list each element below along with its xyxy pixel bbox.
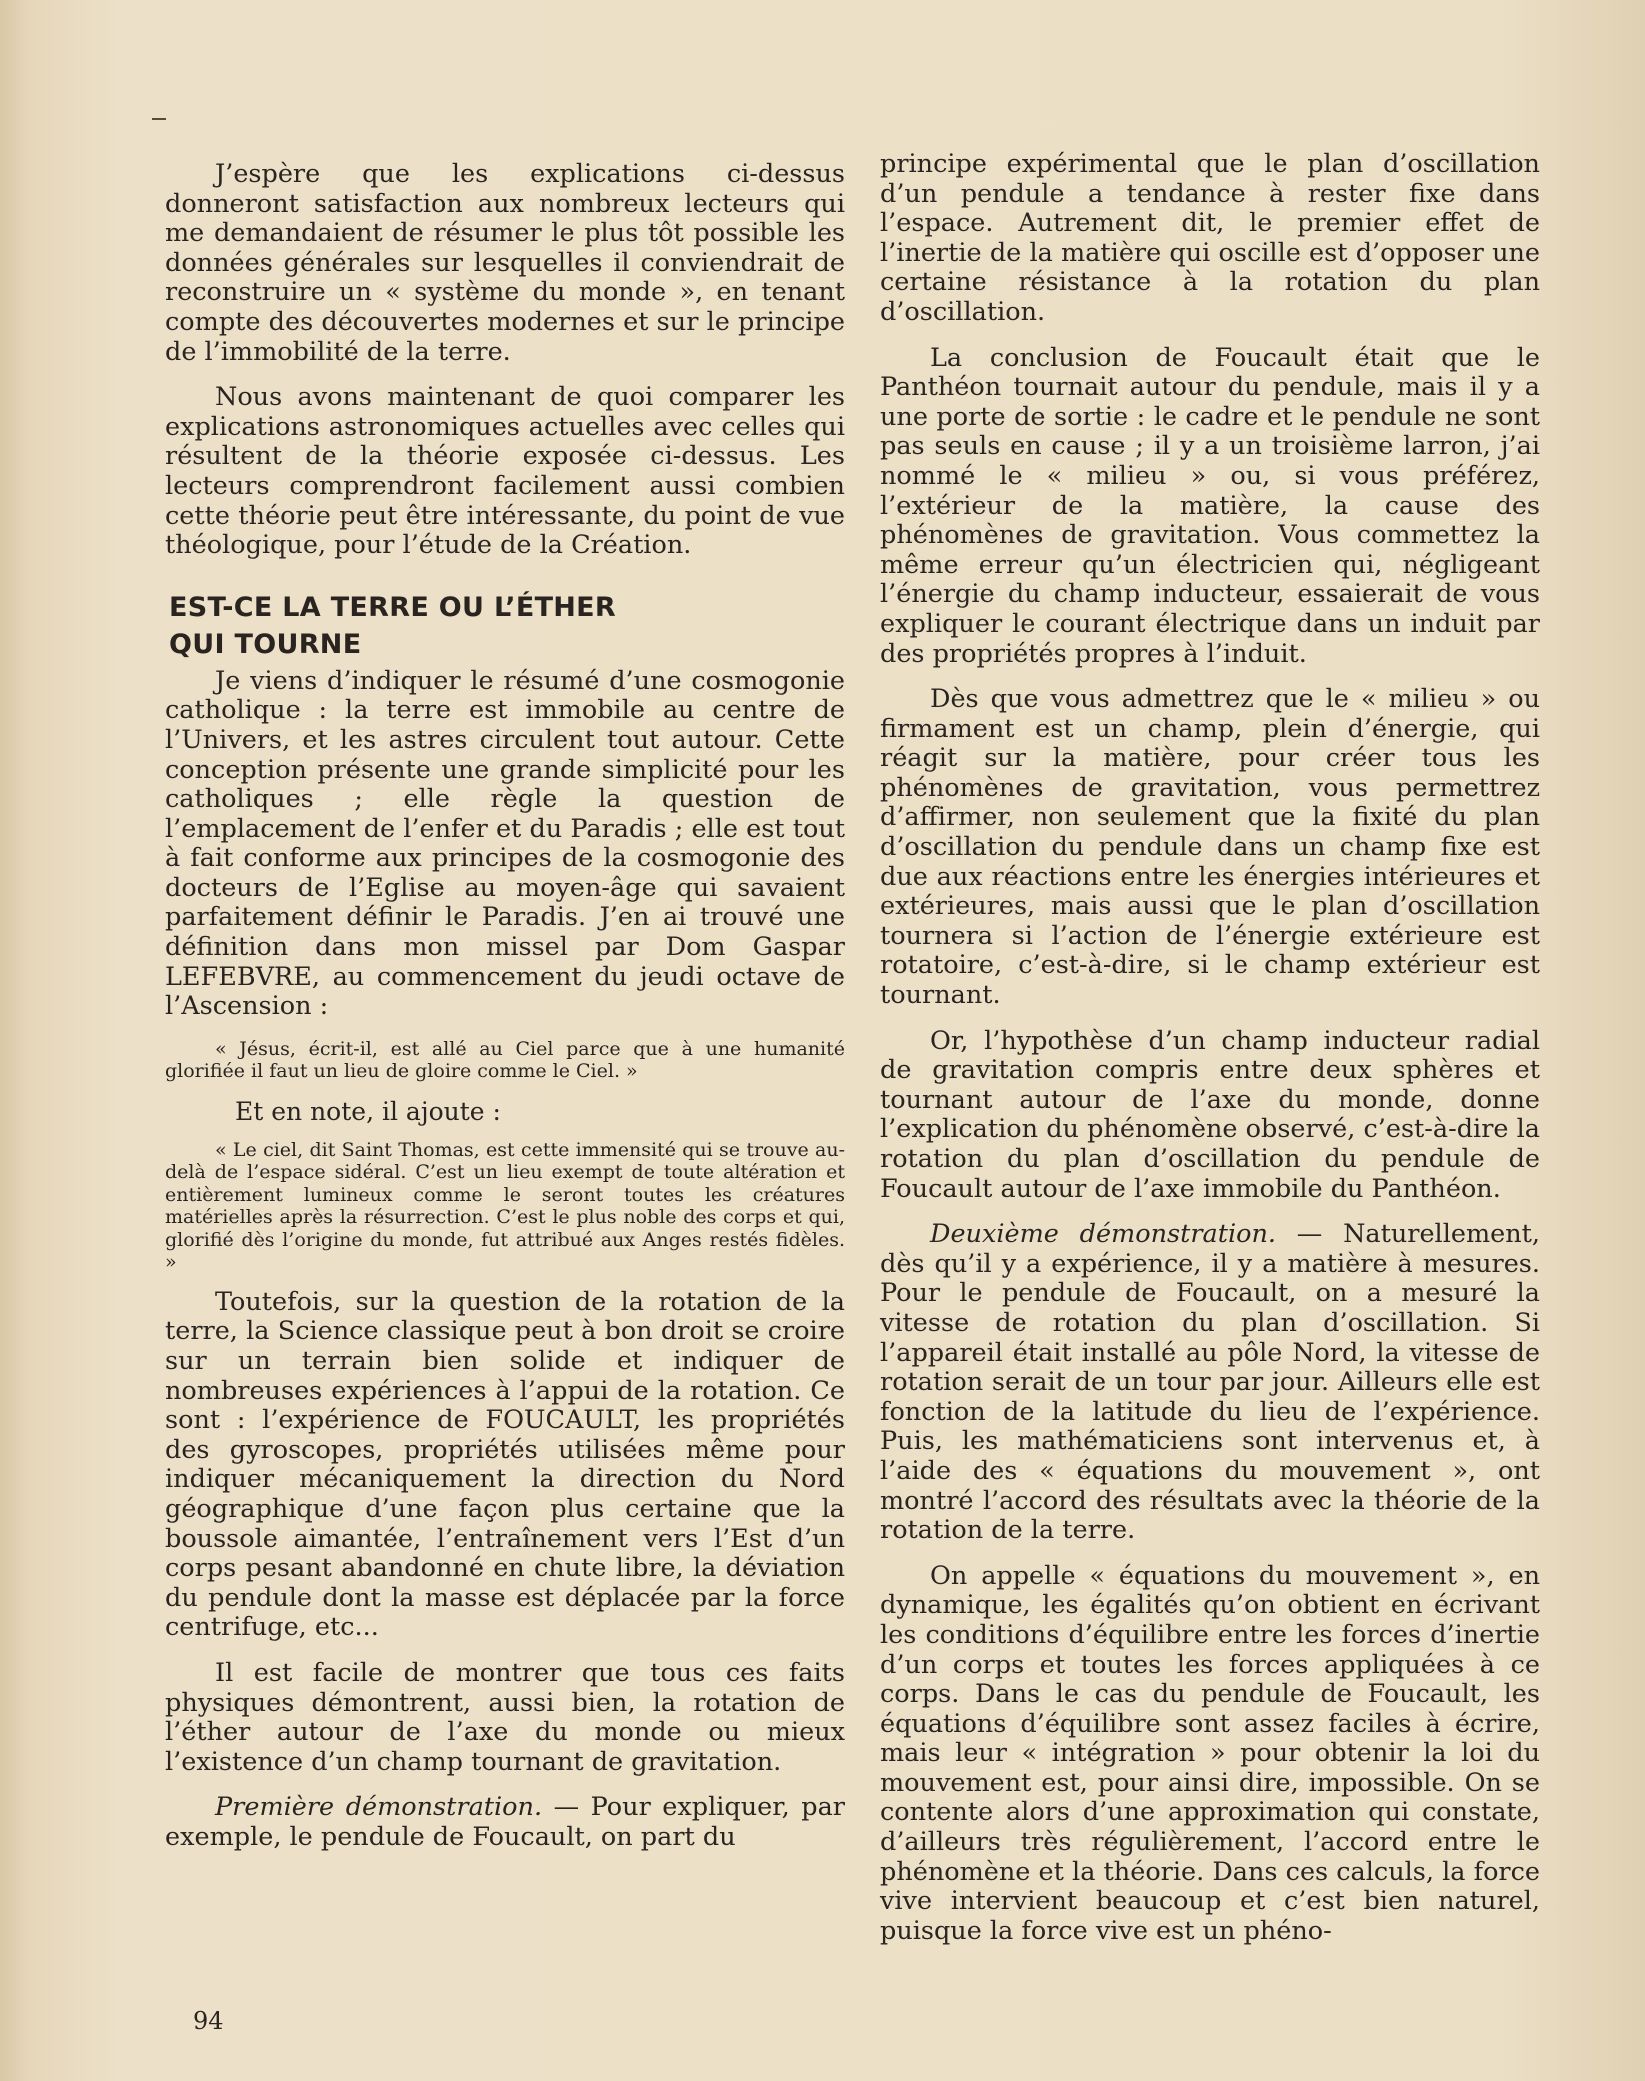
- paragraph: principe expérimental que le plan d’oscillation d’un pendule a tendance à rester fixe dans l’espace. Autrement dit, le premier effet de l’inertie de la matière qui oscille est d’opposer une certaine résistance à la rotation du plan d’oscillation.: [880, 149, 1540, 327]
- subsection-title: Deuxième démonstration.: [930, 1219, 1277, 1250]
- subsection-title: Première démonstration.: [215, 1792, 543, 1823]
- paragraph: Il est facile de montrer que tous ces faits physiques démontrent, aussi bien, la rotation de l’éther autour de l’axe du monde ou mieux l’existence d’un champ tournant de gravitation.: [165, 1657, 845, 1777]
- paragraph: [880, 1220, 1540, 1546]
- paragraph: Toutefois, sur la question de la rotation de la terre, la Science classique peut à bon droit se croire sur un terrain bien solide et indiquer de nombreuses expériences à l’appui de la rotation. Ce sont : l’expérience de FOUCAULT, les propriétés des gyroscopes, propriétés utilisées même pour indiquer mécaniquement la direction du Nord géographique d’une façon plus certaine que la boussole aimantée, l’entraînement vers l’Est d’un corps pesant abandonné en chute libre, la déviation du pendule dont la masse est déplacée par la force centrifuge, etc...: [165, 1286, 845, 1643]
- paragraph: Nous avons maintenant de quoi comparer les explications astronomiques actuelles avec celles qui résultent de la théorie exposée ci-dessus. Les lecteurs comprendront facilement aussi combien cette théorie peut être intéressante, du point de vue théologique, pour l’étude de la Création.: [165, 382, 845, 561]
- paragraph: J’espère que les explications ci-dessus donneront satisfaction aux nombreux lecteurs qui me demandaient de résumer le plus tôt possible les données générales sur lesquelles il conviendrait de reconstruire un « système du monde », en tenant compte des découvertes modernes et sur le principe de l’immobilité de la terre.: [165, 159, 845, 367]
- margin-mark: [152, 118, 166, 120]
- paragraph: Dès que vous admettrez que le « milieu » ou firmament est un champ, plein d’énergie, qui réagit sur la matière, pour créer tous les phénomènes de gravitation, vous permettrez d’affirmer, non seulement que la fixité du plan d’oscillation du pendule dans un champ fixe est due aux réactions entre les énergies intérieures et extérieures, mais aussi que le plan d’oscillation tournera si l’action de l’énergie extérieure est rotatoire, c’est-à-dire, si le champ extérieur est tournant.: [880, 684, 1540, 1011]
- section-heading-line: QUI TOURNE: [169, 628, 362, 660]
- paragraph: [165, 1793, 845, 1852]
- quotation: « Jésus, écrit-il, est allé au Ciel parce que à une humanité glorifiée il faut un lieu de gloire comme le Ciel. »: [165, 1037, 845, 1083]
- page-number: 94: [193, 2007, 224, 2035]
- left-column: [165, 160, 845, 1869]
- paragraph-text: — Pour expliquer, par exemple, le pendule de Foucault, on part du: [165, 1792, 845, 1852]
- paragraph-text: — Naturellement, dès qu’il y a expérience, il y a matière à mesures. Pour le pendule de Foucault, on a mesuré la vitesse de rotation du plan d’oscillation. Si l’appareil était installé au pôle Nord, la vitesse de rotation serait de un tour par jour. Ailleurs elle est fonction de la latitude du lieu de l’expérience. Puis, les mathématiciens sont intervenus et, à l’aide des « équations du mouvement », ont montré l’accord des résultats avec la théorie de la rotation de la terre.: [880, 1219, 1540, 1546]
- paragraph: Or, l’hypothèse d’un champ inducteur radial de gravitation compris entre deux sphères et tournant autour de l’axe du monde, donne l’explication du phénomène observé, c’est-à-dire la rotation du plan d’oscillation du pendule de Foucault autour de l’axe immobile du Panthéon.: [880, 1025, 1540, 1204]
- quotation: « Le ciel, dit Saint Thomas, est cette immensité qui se trouve au-delà de l’espace sidéral. C’est un lieu exempt de toute altération et entièrement lumineux comme le seront toutes les créatures matérielles après la résurrection. C’est le plus noble des corps et qui, glorifié dès l’origine du monde, fut attribué aux Anges restés fidèles. »: [165, 1138, 845, 1274]
- paragraph: La conclusion de Foucault était que le Panthéon tournait autour du pendule, mais il y a une porte de sortie : le cadre et le pendule ne sont pas seuls en cause ; il y a un troisième larron, j’ai nommé le « milieu » ou, si vous préférez, l’extérieur de la matière, la cause des phénomènes de gravitation. Vous commettez la même erreur qu’un électricien qui, négligeant l’énergie du champ inducteur, essaierait de vous expliquer le courant électrique dans un induit par des propriétés propres à l’induit.: [880, 342, 1540, 669]
- paragraph: On appelle « équations du mouvement », en dynamique, les égalités qu’on obtient en écrivant les conditions d’équilibre entre les forces d’inertie d’un corps et toutes les forces appliquées à ce corps. Dans le cas du pendule de Foucault, les équations d’équilibre sont assez faciles à écrire, mais leur « intégration » pour obtenir la loi du mouvement est, pour ainsi dire, impossible. On se contente alors d’une approximation qui constate, d’ailleurs très régulièrement, l’accord entre le phénomène et la théorie. Dans ces calculs, la force vive intervient beaucoup et c’est bien naturel, puisque la force vive est un phéno-: [880, 1560, 1540, 1946]
- paragraph: Je viens d’indiquer le résumé d’une cosmogonie catholique : la terre est immobile au centre de l’Univers, et les astres circulent tout autour. Cette conception présente une grande simplicité pour les catholiques ; elle règle la question de l’emplacement de l’enfer et du Paradis ; elle est tout à fait conforme aux principes de la cosmogonie des docteurs de l’Eglise au moyen-âge qui savaient parfaitement définir le Paradis. J’en ai trouvé une définition dans mon missel par Dom Gaspar LEFEBVRE, au commencement du jeudi octave de l’Ascension :: [165, 665, 845, 1022]
- right-column: [880, 150, 1540, 1962]
- note-intro: Et en note, il ajoute :: [235, 1096, 501, 1126]
- section-heading-line: EST-CE LA TERRE OU L’ÉTHER: [169, 591, 617, 623]
- section-heading: [169, 589, 845, 663]
